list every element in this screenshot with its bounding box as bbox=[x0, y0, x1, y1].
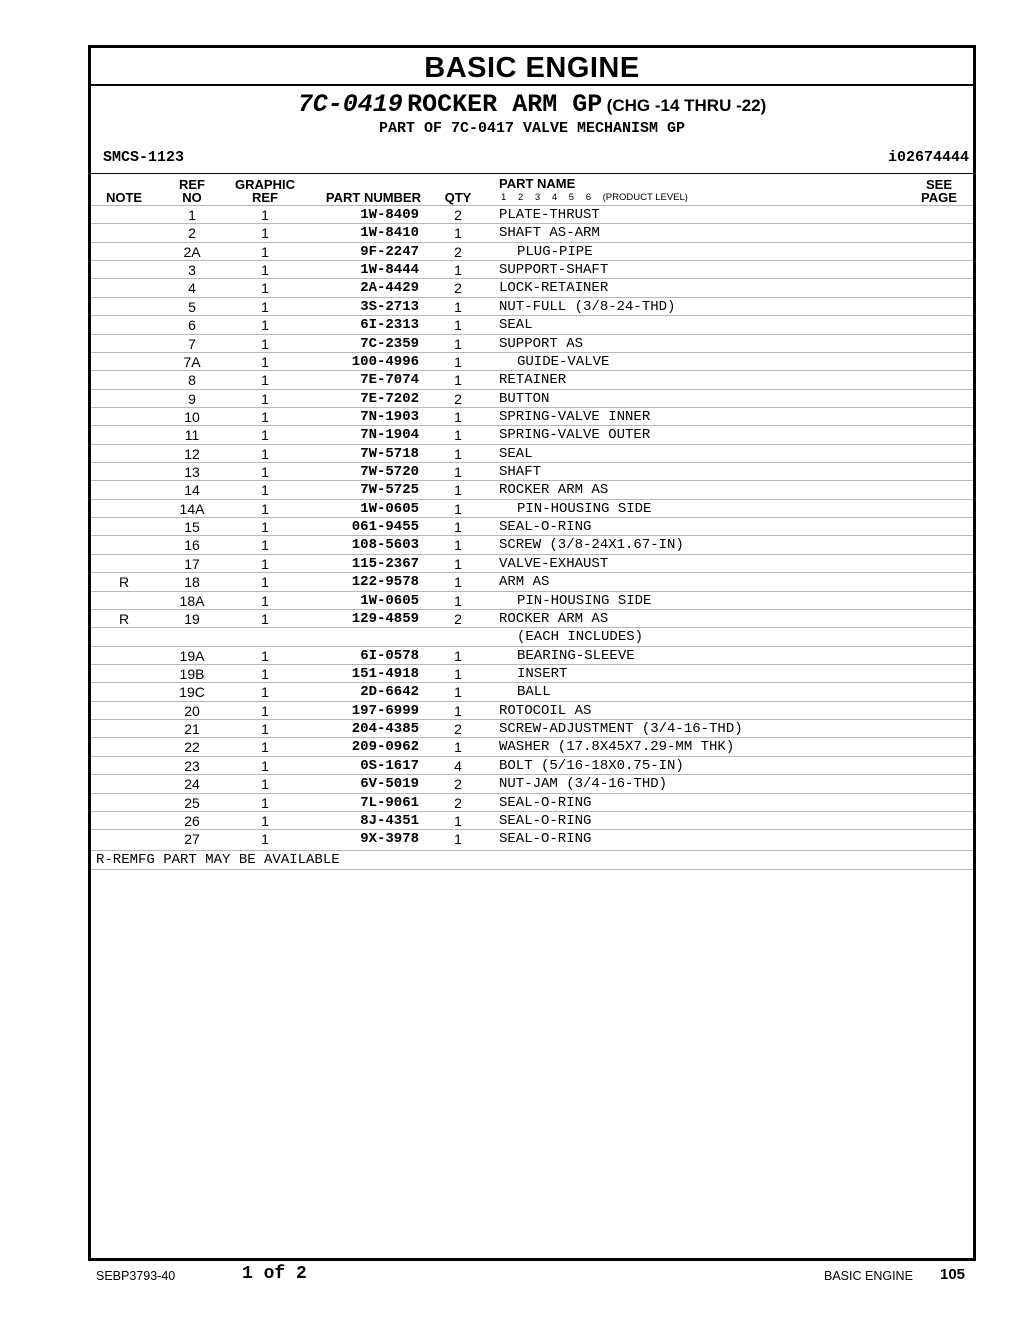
ref-no-cell: 8 bbox=[188, 372, 196, 389]
qty-cell: 1 bbox=[454, 482, 462, 499]
part-name-cell: RETAINER bbox=[499, 372, 567, 389]
qty-cell: 1 bbox=[454, 555, 462, 572]
graphic-ref-cell: 1 bbox=[261, 335, 269, 352]
part-name-cell: SEAL-O-RING bbox=[499, 519, 592, 536]
table-row[interactable] bbox=[91, 352, 973, 370]
part-name-cell: GUIDE-VALVE bbox=[517, 353, 610, 370]
graphic-ref-cell: 1 bbox=[261, 519, 269, 536]
part-number-cell[interactable]: 7W-5720 bbox=[360, 464, 419, 481]
part-name-cell: ARM AS bbox=[499, 574, 550, 591]
part-number-cell[interactable]: 7E-7074 bbox=[360, 372, 419, 389]
qty-cell: 2 bbox=[454, 721, 462, 738]
ref-no-cell: 24 bbox=[184, 776, 200, 793]
qty-cell: 2 bbox=[454, 390, 462, 407]
ref-no-cell: 14 bbox=[184, 482, 200, 499]
header-graphic-bottom: REF bbox=[252, 190, 278, 205]
product-level-3: 3 bbox=[534, 192, 541, 203]
qty-cell: 1 bbox=[454, 831, 462, 848]
part-name-cell: LOCK-RETAINER bbox=[499, 280, 609, 297]
part-name-cell: SUPPORT-SHAFT bbox=[499, 262, 609, 279]
part-name-cell: SPRING-VALVE INNER bbox=[499, 408, 651, 425]
part-name-cell: SHAFT AS-ARM bbox=[499, 225, 600, 242]
graphic-ref-cell: 1 bbox=[261, 665, 269, 682]
graphic-ref-cell: 1 bbox=[261, 445, 269, 462]
qty-cell: 2 bbox=[454, 794, 462, 811]
group-name: ROCKER ARM GP bbox=[407, 90, 603, 119]
footer-page-number: 105 bbox=[940, 1266, 966, 1283]
header-ref-top: REF bbox=[179, 177, 205, 192]
part-name-cell: ROCKER ARM AS bbox=[499, 610, 609, 627]
header-part-number: PART NUMBER bbox=[325, 190, 421, 205]
group-part-number[interactable]: 7C-0419 bbox=[297, 90, 403, 119]
qty-cell: 1 bbox=[454, 262, 462, 279]
ref-no-cell: 7A bbox=[183, 353, 201, 370]
graphic-ref-cell: 1 bbox=[261, 684, 269, 701]
ref-no-cell: 2A bbox=[183, 243, 201, 260]
footer-doc-number: SEBP3793-40 bbox=[96, 1269, 176, 1283]
part-name-cell: PIN-HOUSING SIDE bbox=[517, 500, 652, 517]
table-row[interactable] bbox=[91, 572, 973, 590]
part-number-cell[interactable]: 7C-2359 bbox=[360, 335, 419, 352]
ref-no-cell: 19 bbox=[184, 610, 200, 627]
part-name-cell: (EACH INCLUDES) bbox=[517, 629, 644, 646]
table-row[interactable] bbox=[91, 517, 973, 535]
qty-cell: 1 bbox=[454, 812, 462, 829]
graphic-ref-cell: 1 bbox=[261, 776, 269, 793]
graphic-ref-cell: 1 bbox=[261, 812, 269, 829]
part-name-cell: SCREW (3/8-24X1.67-IN) bbox=[499, 537, 684, 554]
qty-cell: 1 bbox=[454, 317, 462, 334]
qty-cell: 1 bbox=[454, 372, 462, 389]
ref-no-cell: 7 bbox=[188, 335, 196, 352]
part-name-cell: PIN-HOUSING SIDE bbox=[517, 592, 652, 609]
part-number-cell[interactable]: 151-4918 bbox=[351, 665, 419, 682]
part-name-cell: SEAL-O-RING bbox=[499, 831, 592, 848]
part-number-cell[interactable]: 0S-1617 bbox=[360, 757, 419, 774]
ref-no-cell: 22 bbox=[184, 739, 200, 756]
table-row[interactable] bbox=[91, 297, 973, 315]
qty-cell: 1 bbox=[454, 335, 462, 352]
product-level-6: 6 bbox=[585, 192, 591, 203]
part-number-cell[interactable]: 6V-5019 bbox=[360, 776, 419, 793]
table-row[interactable] bbox=[91, 389, 973, 407]
part-name-cell: SEAL-O-RING bbox=[499, 794, 592, 811]
parts-table bbox=[91, 205, 973, 848]
qty-cell: 1 bbox=[454, 353, 462, 370]
part-name-cell: ROTOCOIL AS bbox=[499, 702, 592, 719]
part-number-cell[interactable]: 100-4996 bbox=[351, 353, 419, 370]
ref-no-cell: 4 bbox=[188, 280, 196, 297]
part-name-cell: NUT-JAM (3/4-16-THD) bbox=[499, 776, 668, 793]
part-number-cell[interactable]: 204-4385 bbox=[351, 721, 419, 738]
ref-no-cell: 27 bbox=[184, 831, 200, 848]
table-row[interactable] bbox=[91, 407, 973, 425]
part-name-cell: BUTTON bbox=[499, 390, 550, 407]
product-level-5: 5 bbox=[568, 192, 575, 203]
part-number-cell[interactable]: 209-0962 bbox=[351, 739, 419, 756]
footnote: R-REMFG PART MAY BE AVAILABLE bbox=[96, 852, 340, 868]
part-number-cell[interactable]: 1W-8409 bbox=[360, 207, 419, 223]
part-name-cell: SEAL bbox=[499, 445, 533, 462]
part-number-cell[interactable]: 1W-8410 bbox=[360, 225, 419, 242]
part-name-cell: PLUG-PIPE bbox=[517, 243, 593, 260]
header-ref-bottom: NO bbox=[182, 190, 202, 205]
part-number-cell[interactable]: 129-4859 bbox=[351, 610, 419, 627]
part-number-cell[interactable]: 7W-5718 bbox=[360, 445, 419, 462]
smcs-code: SMCS-1123 bbox=[103, 149, 185, 166]
ref-no-cell: 1 bbox=[188, 207, 196, 223]
ref-no-cell: 19C bbox=[179, 684, 205, 701]
footer-section: BASIC ENGINE bbox=[824, 1269, 913, 1283]
graphic-ref-cell: 1 bbox=[261, 464, 269, 481]
ref-no-cell: 3 bbox=[188, 262, 196, 279]
part-name-cell: VALVE-EXHAUST bbox=[499, 555, 609, 572]
qty-cell: 4 bbox=[454, 757, 462, 774]
ref-no-cell: 9 bbox=[188, 390, 196, 407]
part-name-cell: NUT-FULL (3/8-24-THD) bbox=[499, 298, 676, 315]
table-row[interactable] bbox=[91, 664, 973, 682]
qty-cell: 2 bbox=[454, 243, 462, 260]
ref-no-cell: 19A bbox=[179, 647, 205, 664]
ref-no-cell: 25 bbox=[184, 794, 200, 811]
qty-cell: 2 bbox=[454, 207, 462, 223]
graphic-ref-cell: 1 bbox=[261, 739, 269, 756]
graphic-ref-cell: 1 bbox=[261, 482, 269, 499]
part-name-cell: SEAL bbox=[499, 317, 533, 334]
part-number-cell[interactable]: 122-9578 bbox=[351, 574, 419, 591]
ref-no-cell: 17 bbox=[184, 555, 200, 572]
table-row[interactable] bbox=[91, 425, 973, 443]
graphic-ref-cell: 1 bbox=[261, 207, 269, 223]
qty-cell: 1 bbox=[454, 464, 462, 481]
part-name-cell: INSERT bbox=[517, 665, 568, 682]
graphic-ref-cell: 1 bbox=[261, 500, 269, 517]
graphic-ref-cell: 1 bbox=[261, 353, 269, 370]
header-qty: QTY bbox=[444, 190, 472, 205]
qty-cell: 1 bbox=[454, 519, 462, 536]
section-title: BASIC ENGINE bbox=[91, 48, 973, 86]
note-cell: R bbox=[118, 610, 130, 627]
graphic-ref-cell: 1 bbox=[261, 574, 269, 591]
part-name-cell: BOLT (5/16-18X0.75-IN) bbox=[499, 757, 684, 774]
table-row[interactable] bbox=[91, 334, 973, 352]
ref-no-cell: 23 bbox=[184, 757, 200, 774]
qty-cell: 1 bbox=[454, 427, 462, 444]
graphic-ref-cell: 1 bbox=[261, 721, 269, 738]
part-name-cell: SPRING-VALVE OUTER bbox=[499, 427, 651, 444]
table-row[interactable] bbox=[91, 462, 973, 480]
part-number-cell[interactable]: 6I-2313 bbox=[360, 317, 419, 334]
part-name-cell: SCREW-ADJUSTMENT (3/4-16-THD) bbox=[499, 721, 743, 738]
product-levels bbox=[501, 192, 697, 203]
note-cell: R bbox=[118, 574, 130, 591]
qty-cell: 1 bbox=[454, 500, 462, 517]
part-number-cell[interactable]: 115-2367 bbox=[351, 555, 419, 572]
graphic-ref-cell: 1 bbox=[261, 647, 269, 664]
qty-cell: 1 bbox=[454, 445, 462, 462]
qty-cell: 1 bbox=[454, 537, 462, 554]
qty-cell: 1 bbox=[454, 592, 462, 609]
graphic-ref-cell: 1 bbox=[261, 372, 269, 389]
graphic-ref-cell: 1 bbox=[261, 794, 269, 811]
graphic-ref-cell: 1 bbox=[261, 555, 269, 572]
parent-group: PART OF 7C-0417 VALVE MECHANISM GP bbox=[378, 120, 686, 137]
header-part-name: PART NAME bbox=[499, 176, 576, 191]
ref-no-cell: 20 bbox=[184, 702, 200, 719]
part-number-cell[interactable]: 9F-2247 bbox=[360, 243, 419, 260]
table-row[interactable] bbox=[91, 609, 973, 627]
part-number-cell[interactable]: 7L-9061 bbox=[360, 794, 419, 811]
table-row[interactable] bbox=[91, 260, 973, 278]
header-graphic-top: GRAPHIC bbox=[235, 177, 295, 192]
qty-cell: 1 bbox=[454, 574, 462, 591]
table-row[interactable] bbox=[91, 701, 973, 719]
part-number-cell[interactable]: 2A-4429 bbox=[360, 280, 419, 297]
part-number-cell[interactable]: 7N-1904 bbox=[360, 427, 419, 444]
part-number-cell[interactable]: 7N-1903 bbox=[360, 408, 419, 425]
graphic-ref-cell: 1 bbox=[261, 298, 269, 315]
qty-cell: 1 bbox=[454, 298, 462, 315]
qty-cell: 1 bbox=[454, 739, 462, 756]
header-see-top: SEE bbox=[925, 177, 952, 192]
table-row[interactable] bbox=[91, 444, 973, 462]
graphic-ref-cell: 1 bbox=[261, 592, 269, 609]
ref-no-cell: 19B bbox=[179, 665, 205, 682]
product-level-2: 2 bbox=[517, 192, 524, 203]
group-title bbox=[91, 92, 973, 120]
table-row[interactable] bbox=[91, 223, 973, 241]
graphic-ref-cell: 1 bbox=[261, 408, 269, 425]
qty-cell: 1 bbox=[454, 647, 462, 664]
part-number-cell[interactable]: 8J-4351 bbox=[360, 812, 419, 829]
table-row[interactable] bbox=[91, 242, 973, 260]
table-row[interactable] bbox=[91, 646, 973, 664]
part-name-cell: PLATE-THRUST bbox=[499, 207, 600, 223]
ref-no-cell: 12 bbox=[184, 445, 200, 462]
footnote-row bbox=[91, 850, 973, 870]
table-row[interactable] bbox=[91, 829, 973, 847]
part-number-cell[interactable]: 108-5603 bbox=[351, 537, 419, 554]
ref-no-cell: 16 bbox=[184, 537, 200, 554]
header-see-bottom: PAGE bbox=[921, 190, 957, 205]
qty-cell: 1 bbox=[454, 225, 462, 242]
table-row[interactable] bbox=[91, 499, 973, 517]
part-number-cell[interactable]: 3S-2713 bbox=[360, 298, 419, 315]
table-row[interactable] bbox=[91, 627, 973, 645]
product-level-4: 4 bbox=[551, 192, 558, 203]
graphic-ref-cell: 1 bbox=[261, 262, 269, 279]
table-row[interactable] bbox=[91, 315, 973, 333]
group-change-range: (CHG -14 THRU -22) bbox=[606, 96, 767, 115]
table-row[interactable] bbox=[91, 278, 973, 296]
part-name-cell: BALL bbox=[517, 684, 551, 701]
qty-cell: 2 bbox=[454, 280, 462, 297]
part-name-cell: SUPPORT AS bbox=[499, 335, 584, 352]
table-row[interactable] bbox=[91, 719, 973, 737]
ref-no-cell: 18A bbox=[179, 592, 205, 609]
graphic-ref-cell: 1 bbox=[261, 610, 269, 627]
table-row[interactable] bbox=[91, 737, 973, 755]
table-row[interactable] bbox=[91, 793, 973, 811]
ref-no-cell: 14A bbox=[179, 500, 205, 517]
ref-no-cell: 15 bbox=[184, 519, 200, 536]
qty-cell: 1 bbox=[454, 684, 462, 701]
table-row[interactable] bbox=[91, 682, 973, 700]
table-row[interactable] bbox=[91, 535, 973, 553]
table-row[interactable] bbox=[91, 591, 973, 609]
graphic-ref-cell: 1 bbox=[261, 702, 269, 719]
part-number-cell[interactable]: 061-9455 bbox=[351, 519, 419, 536]
ref-no-cell: 5 bbox=[188, 298, 196, 315]
header-divider bbox=[91, 173, 973, 174]
ref-no-cell: 26 bbox=[184, 812, 200, 829]
table-row[interactable] bbox=[91, 554, 973, 572]
product-level-label: (PRODUCT LEVEL) bbox=[602, 192, 688, 203]
table-row[interactable] bbox=[91, 205, 973, 223]
table-row[interactable] bbox=[91, 480, 973, 498]
ref-no-cell: 11 bbox=[184, 427, 200, 444]
qty-cell: 2 bbox=[454, 776, 462, 793]
part-number-cell[interactable]: 6I-0578 bbox=[360, 647, 419, 664]
part-number-cell[interactable]: 1W-8444 bbox=[360, 262, 419, 279]
ref-no-cell: 10 bbox=[184, 408, 200, 425]
table-row[interactable] bbox=[91, 756, 973, 774]
graphic-ref-cell: 1 bbox=[261, 537, 269, 554]
part-name-cell: WASHER (17.8X45X7.29-MM THK) bbox=[499, 739, 735, 756]
ref-no-cell: 21 bbox=[184, 721, 200, 738]
product-level-1: 1 bbox=[501, 192, 507, 203]
part-number-cell[interactable]: 197-6999 bbox=[351, 702, 419, 719]
ref-no-cell: 6 bbox=[188, 317, 196, 334]
part-number-cell[interactable]: 1W-0605 bbox=[360, 500, 419, 517]
part-name-cell: SEAL-O-RING bbox=[499, 812, 592, 829]
graphic-ref-cell: 1 bbox=[261, 280, 269, 297]
illustration-id: i02674444 bbox=[887, 149, 969, 166]
graphic-ref-cell: 1 bbox=[261, 427, 269, 444]
part-number-cell[interactable]: 7W-5725 bbox=[360, 482, 419, 499]
footer-page-of: 1 of 2 bbox=[242, 1264, 307, 1284]
part-number-cell[interactable]: 1W-0605 bbox=[360, 592, 419, 609]
graphic-ref-cell: 1 bbox=[261, 831, 269, 848]
table-row[interactable] bbox=[91, 774, 973, 792]
graphic-ref-cell: 1 bbox=[261, 225, 269, 242]
part-name-cell: SHAFT bbox=[499, 464, 542, 481]
graphic-ref-cell: 1 bbox=[261, 390, 269, 407]
ref-no-cell: 18 bbox=[184, 574, 200, 591]
part-name-cell: BEARING-SLEEVE bbox=[517, 647, 635, 664]
qty-cell: 1 bbox=[454, 702, 462, 719]
graphic-ref-cell: 1 bbox=[261, 243, 269, 260]
header-note: NOTE bbox=[105, 190, 143, 205]
ref-no-cell: 2 bbox=[188, 225, 196, 242]
qty-cell: 1 bbox=[454, 665, 462, 682]
graphic-ref-cell: 1 bbox=[261, 757, 269, 774]
part-number-cell[interactable]: 7E-7202 bbox=[360, 390, 419, 407]
part-number-cell[interactable]: 2D-6642 bbox=[360, 684, 419, 701]
part-number-cell[interactable]: 9X-3978 bbox=[360, 831, 419, 848]
qty-cell: 1 bbox=[454, 408, 462, 425]
part-name-cell: ROCKER ARM AS bbox=[499, 482, 609, 499]
graphic-ref-cell: 1 bbox=[261, 317, 269, 334]
table-row[interactable] bbox=[91, 811, 973, 829]
table-row[interactable] bbox=[91, 370, 973, 388]
qty-cell: 2 bbox=[454, 610, 462, 627]
ref-no-cell: 13 bbox=[184, 464, 200, 481]
parts-page-frame bbox=[88, 45, 976, 1261]
